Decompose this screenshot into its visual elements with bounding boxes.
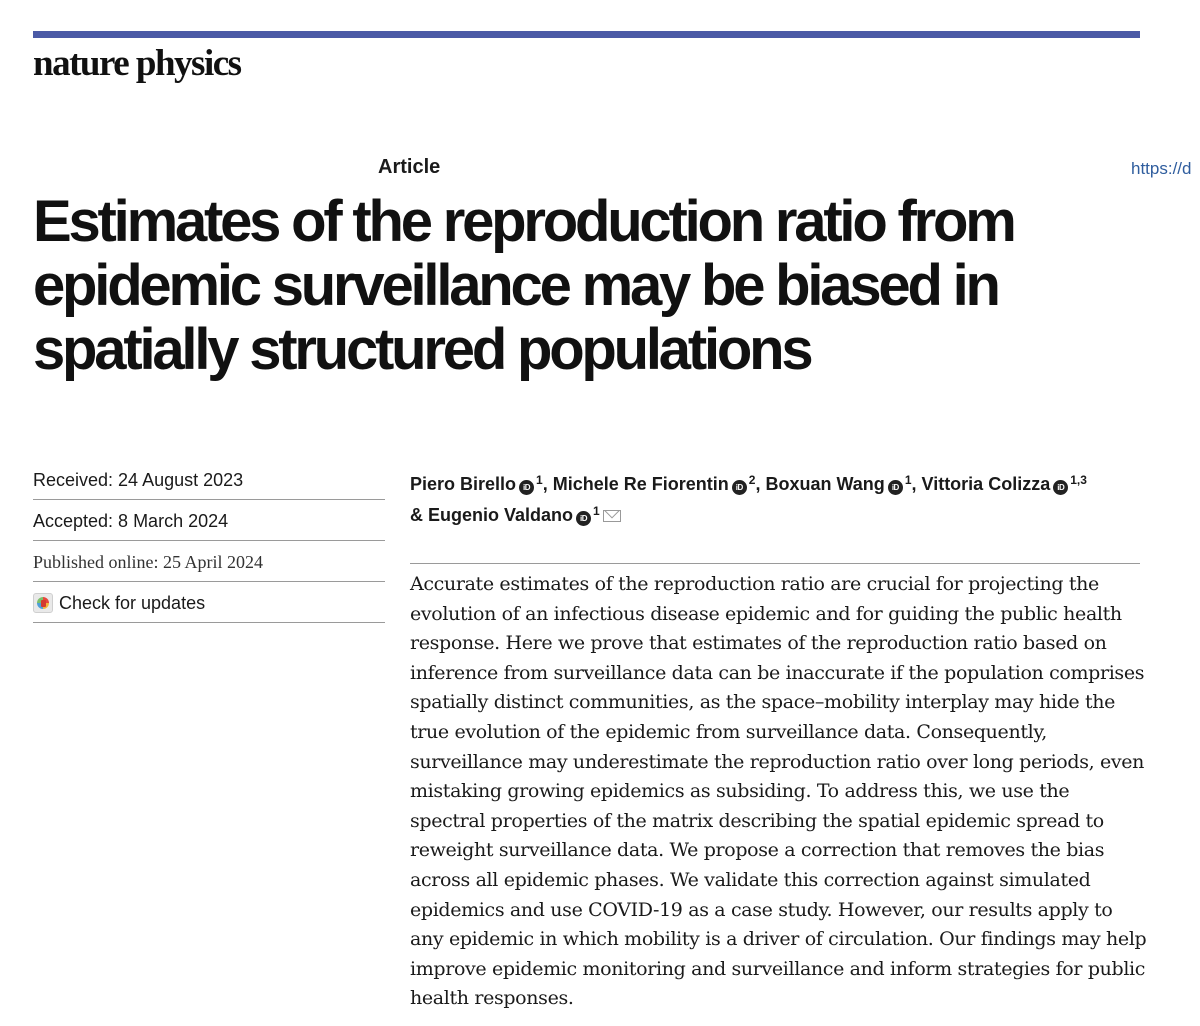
check-updates-row (33, 582, 385, 623)
affiliation-marker: 1 (593, 504, 600, 518)
published-date: Published online: 25 April 2024 (33, 551, 264, 572)
affiliation-marker: 1 (904, 473, 912, 487)
affiliation-marker: 1 (536, 473, 543, 487)
envelope-icon[interactable] (603, 510, 621, 522)
accepted-row (33, 500, 385, 541)
orcid-icon[interactable]: iD (519, 480, 534, 495)
check-updates-label: Check for updates (59, 592, 206, 613)
orcid-icon[interactable]: iD (1053, 480, 1068, 495)
author[interactable]: & Eugenio Valdano iD$^1$ (410, 505, 621, 525)
journal-logo[interactable]: nature physics (33, 43, 241, 84)
author-list: Piero Birello iD$^1$, Michele Re Fiorentin iD$^2$, Boxuan Wang iD$^1$, Vittoria Colizza iD$^{1,3}$ & Eugenio Valdano iD$^1$ (410, 473, 1087, 525)
received-date: Received: 24 August 2023 (33, 470, 244, 490)
orcid-icon[interactable]: iD (576, 511, 591, 526)
accepted-date: Accepted: 8 March 2024 (33, 510, 229, 531)
affiliation-marker: 2 (748, 473, 756, 487)
affiliation-marker: 1,3 (1070, 473, 1087, 487)
author[interactable]: Boxuan Wang iD$^1$ (765, 473, 912, 494)
dates-panel (33, 460, 385, 623)
abstract-divider (410, 563, 1140, 564)
author[interactable]: Piero Birello iD$^1$ (410, 473, 543, 494)
published-row (33, 541, 385, 582)
crossmark-icon (33, 593, 53, 613)
author[interactable]: Vittoria Colizza iD$^{1,3}$ (921, 473, 1087, 494)
received-row (33, 460, 385, 500)
author[interactable]: Michele Re Fiorentin iD$^2$ (552, 473, 756, 494)
article-title: Estimates of the reproduction ratio from epidemic surveillance may be biased in spatially structured populations (33, 189, 1014, 382)
orcid-icon[interactable]: iD (732, 480, 747, 495)
abstract: Accurate estimates of the reproduction ratio are crucial for projecting the evolution of an infectious disease epidemic and for guiding the public health response. Here we prove that estimates of the reproduction ratio based on inference from surveillance data can be inaccurate if the population comprises spatially distinct communities, as the space–mobility interplay may hide the true evolution of the epidemic from surveillance data. Consequently, surveillance may underestimate the reproduction ratio over long periods, even mistaking growing epidemics as subsiding. To address this, we use the spectral properties of the matrix describing the spatial epidemic spread to reweight surveillance data. We propose a correction that removes the bias across all epidemic phases. We validate this correction against simulated epidemics and use COVID-19 as a case study. However, our results apply to any epidemic in which mobility is a driver of circulation. Our findings may help improve epidemic monitoring and surveillance and inform strategies for public health responses. (410, 573, 1147, 1010)
journal-accent-bar (33, 31, 1140, 38)
orcid-icon[interactable]: iD (888, 480, 903, 495)
article-type-label: Article (378, 156, 441, 178)
check-updates-button[interactable] (33, 593, 205, 614)
doi-link[interactable]: https://d (1131, 159, 1192, 178)
